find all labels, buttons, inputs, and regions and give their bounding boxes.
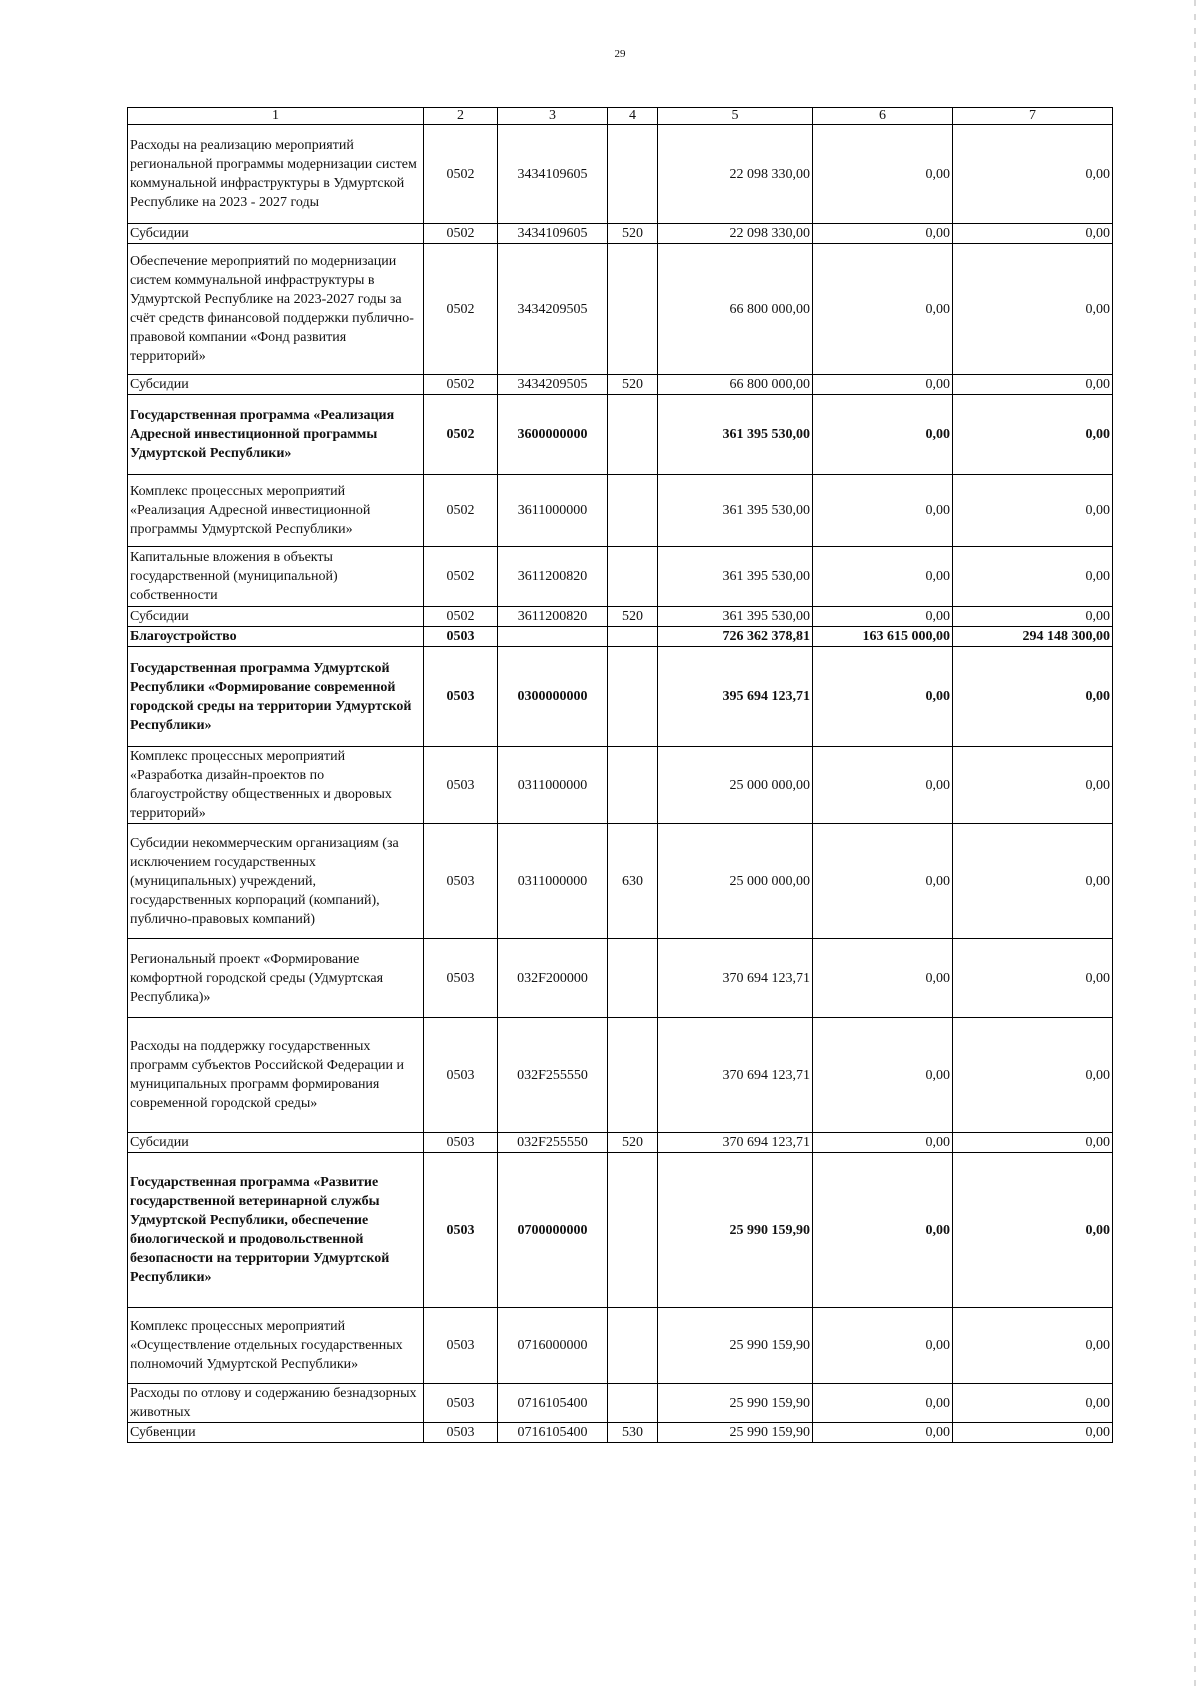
table-row [128, 939, 1113, 1018]
row-name-cell: Субсидии [128, 375, 424, 395]
row-sum2-cell: 0,00 [813, 647, 953, 747]
header-cell: 3 [498, 108, 608, 125]
table-row [128, 375, 1113, 395]
row-kind-cell [608, 475, 658, 547]
row-section-cell: 0503 [424, 747, 498, 824]
table-header-row [128, 108, 1113, 125]
row-kind-cell [608, 627, 658, 647]
row-section-cell: 0503 [424, 647, 498, 747]
row-section-cell: 0502 [424, 395, 498, 475]
row-section-cell: 0503 [424, 1423, 498, 1443]
row-sum3-cell: 0,00 [953, 824, 1113, 939]
row-sum3-cell: 0,00 [953, 1423, 1113, 1443]
row-target-cell: 032F255550 [498, 1018, 608, 1133]
budget-table [127, 107, 1113, 1443]
table-row [128, 747, 1113, 824]
row-sum1-cell: 361 395 530,00 [658, 607, 813, 627]
row-name-cell: Региональный проект «Формирование комфортной городской среды (Удмуртская Республика)» [128, 939, 424, 1018]
row-kind-cell [608, 1384, 658, 1423]
table-row [128, 627, 1113, 647]
row-sum1-cell: 66 800 000,00 [658, 244, 813, 375]
scan-edge [1194, 0, 1196, 1686]
row-target-cell: 032F255550 [498, 1133, 608, 1153]
header-cell: 4 [608, 108, 658, 125]
row-kind-cell [608, 939, 658, 1018]
row-sum3-cell: 0,00 [953, 747, 1113, 824]
row-sum2-cell: 0,00 [813, 224, 953, 244]
row-sum2-cell: 0,00 [813, 547, 953, 607]
row-sum1-cell: 25 990 159,90 [658, 1384, 813, 1423]
row-sum1-cell: 25 000 000,00 [658, 747, 813, 824]
row-sum1-cell: 22 098 330,00 [658, 224, 813, 244]
row-sum2-cell: 0,00 [813, 607, 953, 627]
row-section-cell: 0502 [424, 547, 498, 607]
row-kind-cell [608, 244, 658, 375]
row-target-cell: 3434209505 [498, 244, 608, 375]
table-row [128, 475, 1113, 547]
row-kind-cell [608, 747, 658, 824]
table-row [128, 1308, 1113, 1384]
row-section-cell: 0502 [424, 224, 498, 244]
table-row [128, 244, 1113, 375]
page-number: 29 [614, 48, 626, 60]
row-section-cell: 0502 [424, 125, 498, 224]
row-target-cell: 0311000000 [498, 747, 608, 824]
row-sum2-cell: 0,00 [813, 375, 953, 395]
row-sum3-cell: 0,00 [953, 939, 1113, 1018]
row-target-cell: 0716105400 [498, 1423, 608, 1443]
row-sum2-cell: 0,00 [813, 939, 953, 1018]
row-section-cell: 0503 [424, 1133, 498, 1153]
row-sum2-cell: 0,00 [813, 1423, 953, 1443]
row-target-cell: 3611000000 [498, 475, 608, 547]
row-target-cell: 3434109605 [498, 224, 608, 244]
row-sum3-cell: 0,00 [953, 1018, 1113, 1133]
row-sum1-cell: 25 990 159,90 [658, 1308, 813, 1384]
row-target-cell: 3611200820 [498, 547, 608, 607]
row-target-cell: 0700000000 [498, 1153, 608, 1308]
row-target-cell: 3434109605 [498, 125, 608, 224]
row-section-cell: 0503 [424, 1384, 498, 1423]
row-sum2-cell: 0,00 [813, 747, 953, 824]
row-sum3-cell: 0,00 [953, 547, 1113, 607]
row-section-cell: 0502 [424, 475, 498, 547]
row-kind-cell [608, 647, 658, 747]
header-cell: 7 [953, 108, 1113, 125]
table-row [128, 1133, 1113, 1153]
row-section-cell: 0503 [424, 1018, 498, 1133]
row-name-cell: Субсидии [128, 1133, 424, 1153]
row-name-cell: Обеспечение мероприятий по модернизации систем коммунальной инфраструктуры в Удмуртской Республике на 2023-2027 годы за счёт средств финансовой поддержки публично-правовой компании «Фонд развития территорий» [128, 244, 424, 375]
row-target-cell: 032F200000 [498, 939, 608, 1018]
table-row [128, 1384, 1113, 1423]
header-cell: 1 [128, 108, 424, 125]
table-row [128, 647, 1113, 747]
row-kind-cell [608, 1308, 658, 1384]
row-kind-cell [608, 395, 658, 475]
row-kind-cell [608, 1018, 658, 1133]
row-section-cell: 0502 [424, 375, 498, 395]
row-name-cell: Субсидии [128, 607, 424, 627]
row-kind-cell [608, 547, 658, 607]
table-row [128, 1423, 1113, 1443]
row-section-cell: 0503 [424, 939, 498, 1018]
table-row [128, 1153, 1113, 1308]
row-section-cell: 0503 [424, 824, 498, 939]
table-row [128, 125, 1113, 224]
row-section-cell: 0502 [424, 607, 498, 627]
row-name-cell: Государственная программа «Реализация Адресной инвестиционной программы Удмуртской Республики» [128, 395, 424, 475]
row-sum2-cell: 0,00 [813, 244, 953, 375]
row-target-cell [498, 627, 608, 647]
row-sum2-cell: 0,00 [813, 1384, 953, 1423]
row-sum3-cell: 0,00 [953, 375, 1113, 395]
row-target-cell: 0300000000 [498, 647, 608, 747]
row-sum1-cell: 361 395 530,00 [658, 395, 813, 475]
row-sum1-cell: 395 694 123,71 [658, 647, 813, 747]
row-name-cell: Субсидии [128, 224, 424, 244]
table-row [128, 824, 1113, 939]
table-row [128, 607, 1113, 627]
row-name-cell: Субсидии некоммерческим организациям (за исключением государственных (муниципальных) учреждений, государственных корпораций (компаний), публично-правовых компаний) [128, 824, 424, 939]
row-name-cell: Благоустройство [128, 627, 424, 647]
row-sum3-cell: 0,00 [953, 1153, 1113, 1308]
row-kind-cell: 520 [608, 1133, 658, 1153]
row-target-cell: 3434209505 [498, 375, 608, 395]
row-kind-cell: 530 [608, 1423, 658, 1443]
row-sum3-cell: 0,00 [953, 1133, 1113, 1153]
row-kind-cell: 630 [608, 824, 658, 939]
row-sum3-cell: 0,00 [953, 607, 1113, 627]
row-section-cell: 0503 [424, 1153, 498, 1308]
row-sum2-cell: 0,00 [813, 1153, 953, 1308]
row-sum1-cell: 361 395 530,00 [658, 547, 813, 607]
row-kind-cell: 520 [608, 375, 658, 395]
row-sum2-cell: 0,00 [813, 1308, 953, 1384]
row-sum2-cell: 0,00 [813, 1018, 953, 1133]
row-sum2-cell: 163 615 000,00 [813, 627, 953, 647]
row-sum3-cell: 0,00 [953, 647, 1113, 747]
table-row [128, 547, 1113, 607]
row-section-cell: 0502 [424, 244, 498, 375]
row-sum3-cell: 0,00 [953, 1384, 1113, 1423]
row-kind-cell [608, 125, 658, 224]
row-sum3-cell: 294 148 300,00 [953, 627, 1113, 647]
table-row [128, 395, 1113, 475]
table-row [128, 224, 1113, 244]
row-sum3-cell: 0,00 [953, 224, 1113, 244]
header-cell: 2 [424, 108, 498, 125]
row-target-cell: 3600000000 [498, 395, 608, 475]
table-row [128, 1018, 1113, 1133]
row-kind-cell: 520 [608, 224, 658, 244]
row-sum2-cell: 0,00 [813, 475, 953, 547]
row-name-cell: Расходы по отлову и содержанию безнадзорных животных [128, 1384, 424, 1423]
row-target-cell: 0716000000 [498, 1308, 608, 1384]
row-section-cell: 0503 [424, 627, 498, 647]
row-sum2-cell: 0,00 [813, 395, 953, 475]
header-cell: 6 [813, 108, 953, 125]
row-sum1-cell: 361 395 530,00 [658, 475, 813, 547]
row-name-cell: Расходы на реализацию мероприятий региональной программы модернизации систем коммунальной инфраструктуры в Удмуртской Республике на 2023 - 2027 годы [128, 125, 424, 224]
row-kind-cell [608, 1153, 658, 1308]
row-sum1-cell: 25 000 000,00 [658, 824, 813, 939]
row-sum1-cell: 25 990 159,90 [658, 1153, 813, 1308]
row-section-cell: 0503 [424, 1308, 498, 1384]
row-name-cell: Субвенции [128, 1423, 424, 1443]
row-kind-cell: 520 [608, 607, 658, 627]
row-target-cell: 3611200820 [498, 607, 608, 627]
row-sum3-cell: 0,00 [953, 244, 1113, 375]
header-cell: 5 [658, 108, 813, 125]
row-sum1-cell: 370 694 123,71 [658, 939, 813, 1018]
row-sum3-cell: 0,00 [953, 475, 1113, 547]
row-sum3-cell: 0,00 [953, 125, 1113, 224]
row-sum3-cell: 0,00 [953, 1308, 1113, 1384]
row-name-cell: Капитальные вложения в объекты государственной (муниципальной) собственности [128, 547, 424, 607]
row-sum1-cell: 726 362 378,81 [658, 627, 813, 647]
row-sum2-cell: 0,00 [813, 125, 953, 224]
row-sum1-cell: 22 098 330,00 [658, 125, 813, 224]
row-name-cell: Расходы на поддержку государственных программ субъектов Российской Федерации и муниципальных программ формирования современной городской среды» [128, 1018, 424, 1133]
row-sum1-cell: 66 800 000,00 [658, 375, 813, 395]
row-name-cell: Комплекс процессных мероприятий «Разработка дизайн-проектов по благоустройству общественных и дворовых территорий» [128, 747, 424, 824]
row-target-cell: 0716105400 [498, 1384, 608, 1423]
row-name-cell: Государственная программа Удмуртской Республики «Формирование современной городской среды на территории Удмуртской Республики» [128, 647, 424, 747]
row-sum2-cell: 0,00 [813, 1133, 953, 1153]
row-sum1-cell: 370 694 123,71 [658, 1018, 813, 1133]
row-name-cell: Комплекс процессных мероприятий «Реализация Адресной инвестиционной программы Удмуртской Республики» [128, 475, 424, 547]
row-sum2-cell: 0,00 [813, 824, 953, 939]
row-sum1-cell: 25 990 159,90 [658, 1423, 813, 1443]
row-name-cell: Комплекс процессных мероприятий «Осуществление отдельных государственных полномочий Удмуртской Республики» [128, 1308, 424, 1384]
row-sum3-cell: 0,00 [953, 395, 1113, 475]
row-name-cell: Государственная программа «Развитие государственной ветеринарной службы Удмуртской Республики, обеспечение биологической и продовольственной безопасности на территории Удмуртской Республики» [128, 1153, 424, 1308]
row-sum1-cell: 370 694 123,71 [658, 1133, 813, 1153]
row-target-cell: 0311000000 [498, 824, 608, 939]
